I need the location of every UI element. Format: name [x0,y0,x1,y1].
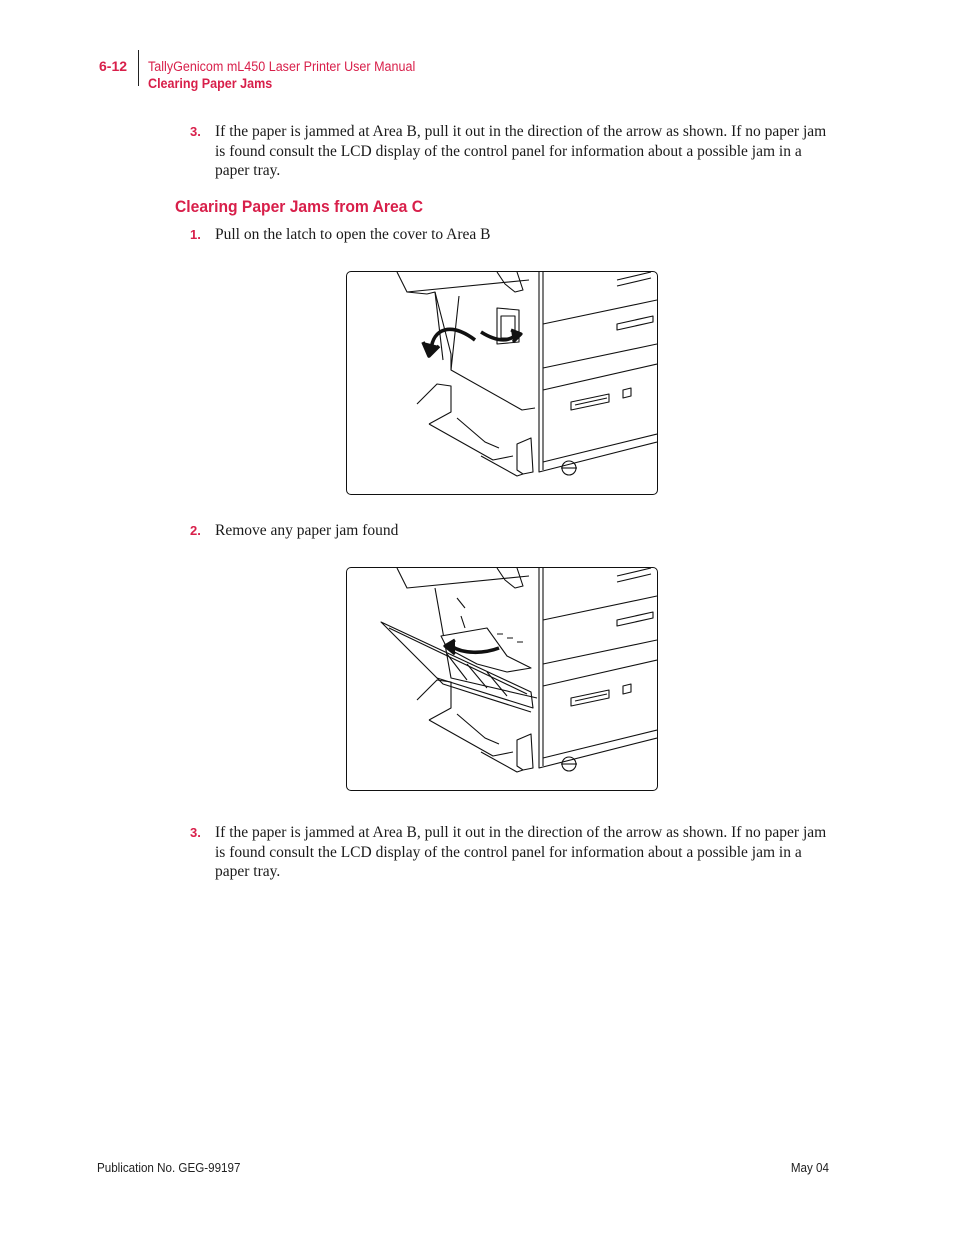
step-item [190,521,830,541]
step-item [190,122,830,181]
manual-title: TallyGenicom mL450 Laser Printer User Manual [148,59,416,74]
step-number: 3. [190,825,201,840]
section-heading: Clearing Paper Jams from Area C [175,197,424,216]
step-number: 3. [190,124,201,139]
step-text: Remove any paper jam found [215,522,399,539]
figure-open-cover [346,271,658,495]
publication-number: Publication No. GEG-99197 [97,1161,241,1175]
step-item [190,823,830,882]
publication-date: May 04 [790,1161,829,1175]
page-number: 6-12 [99,58,128,74]
printer-illustration-open-cover [347,272,657,494]
printer-illustration-remove-jam [347,568,657,790]
step-number: 2. [190,523,201,538]
figure-remove-jam [346,567,658,791]
header-section-title: Clearing Paper Jams [148,76,273,91]
step-number: 1. [190,227,201,242]
step-text: If the paper is jammed at Area B, pull it out in the direction of the arrow as shown. If no paper jam is found consult the LCD display of the control panel for information about a possible jam in a paper tray. [215,123,827,179]
header-divider [138,50,139,86]
step-item [190,225,830,245]
step-text: Pull on the latch to open the cover to Area B [215,226,491,243]
step-text: If the paper is jammed at Area B, pull it out in the direction of the arrow as shown. If no paper jam is found consult the LCD display of the control panel for information about a possible jam in a paper tray. [215,824,827,880]
